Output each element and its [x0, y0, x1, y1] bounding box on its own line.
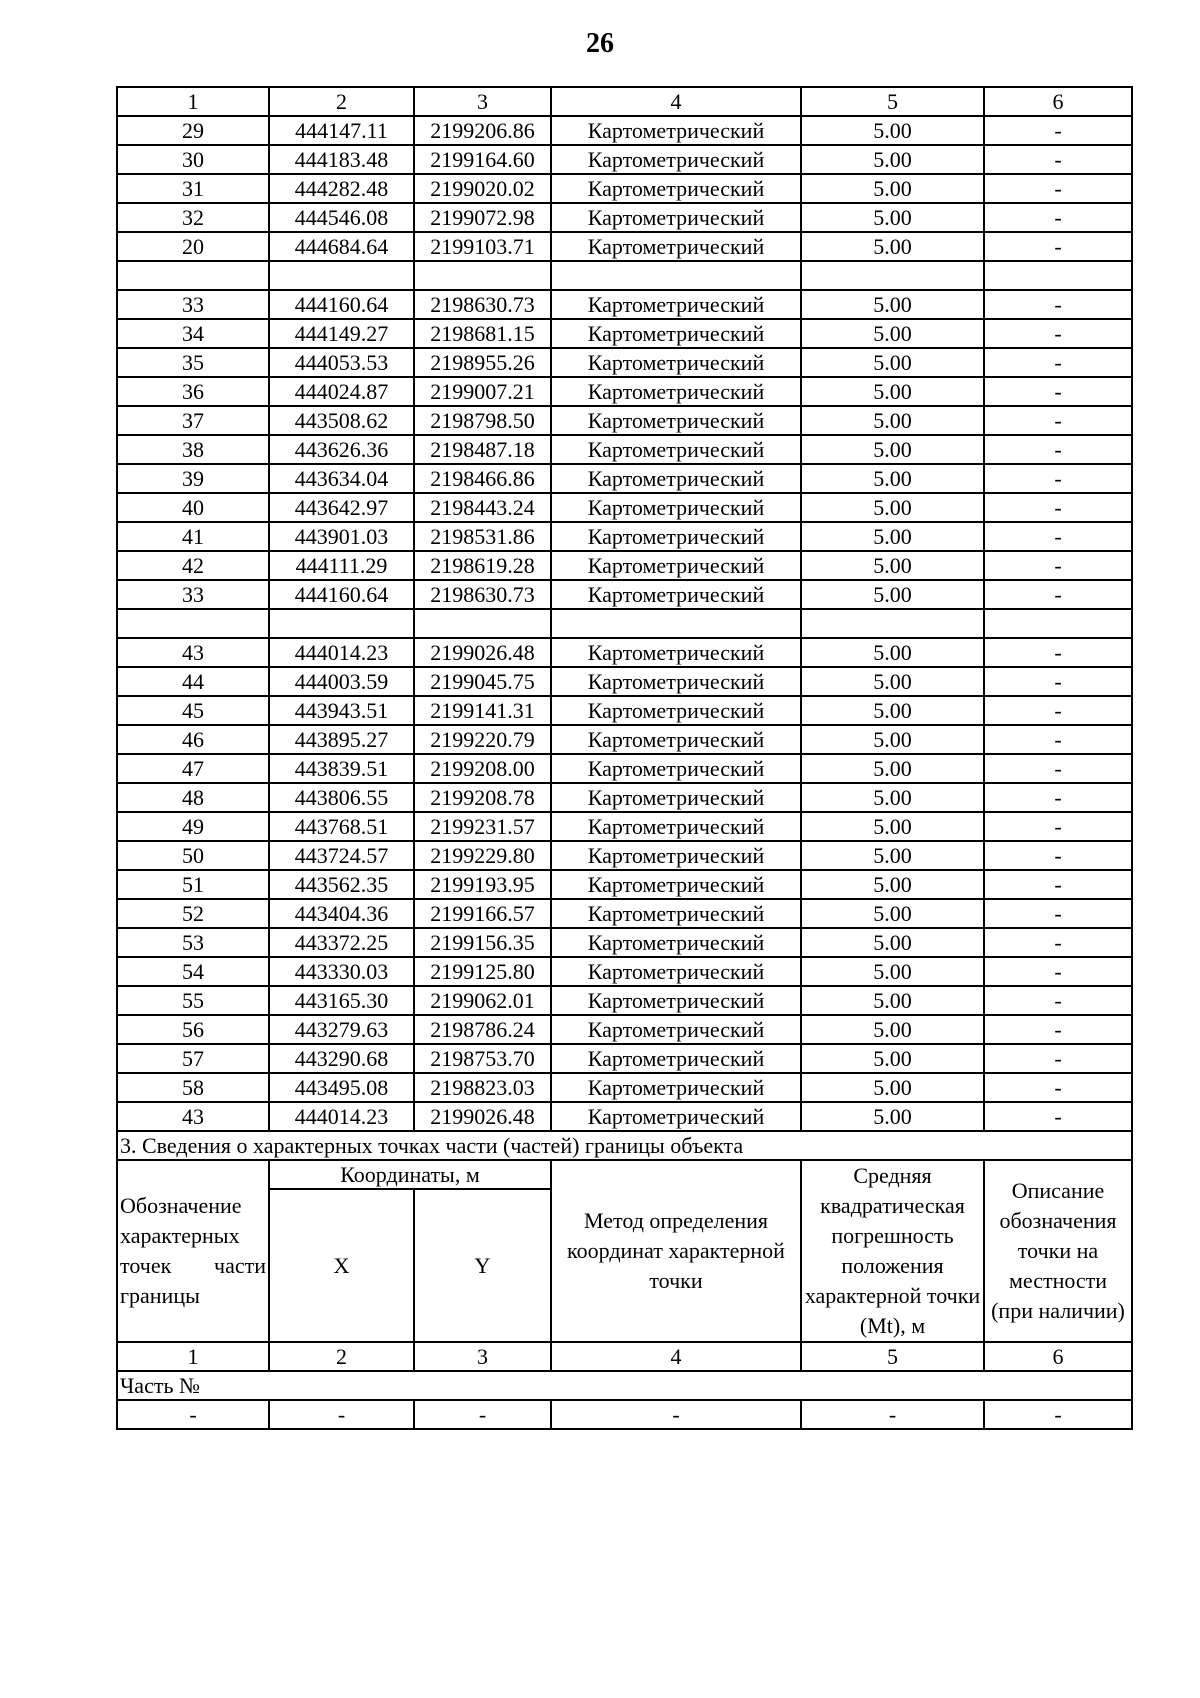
- method-cell: Картометрический: [551, 870, 801, 899]
- x-coordinate-cell: 443626.36: [269, 435, 414, 464]
- table-row: [117, 957, 1132, 986]
- y-coordinate-cell: [414, 261, 551, 290]
- error-cell: 5.00: [801, 290, 984, 319]
- description-cell: -: [984, 116, 1132, 145]
- table-row: [117, 928, 1132, 957]
- x-coordinate-cell: 443943.51: [269, 696, 414, 725]
- column-number-row: [117, 87, 1132, 116]
- method-cell: Картометрический: [551, 841, 801, 870]
- point-number-cell: [117, 261, 269, 290]
- column-number-row: [117, 1342, 1132, 1371]
- column-number-cell: 3: [414, 1342, 551, 1371]
- section-title: 3. Сведения о характерных точках части (частей) границы объекта: [117, 1131, 1132, 1160]
- method-cell: Картометрический: [551, 696, 801, 725]
- method-cell: Картометрический: [551, 232, 801, 261]
- empty-cell: -: [117, 1400, 269, 1429]
- point-number-cell: 56: [117, 1015, 269, 1044]
- description-cell: -: [984, 696, 1132, 725]
- point-number-cell: [117, 609, 269, 638]
- method-cell: [551, 609, 801, 638]
- method-cell: Картометрический: [551, 1102, 801, 1131]
- table-row: [117, 493, 1132, 522]
- description-cell: [984, 261, 1132, 290]
- point-number-cell: 42: [117, 551, 269, 580]
- x-coordinate-cell: 443290.68: [269, 1044, 414, 1073]
- y-coordinate-cell: 2199045.75: [414, 667, 551, 696]
- column-number-cell: 5: [801, 1342, 984, 1371]
- method-cell: Картометрический: [551, 783, 801, 812]
- x-header: X: [269, 1189, 414, 1342]
- description-cell: -: [984, 493, 1132, 522]
- y-coordinate-cell: 2199229.80: [414, 841, 551, 870]
- y-coordinate-cell: 2198753.70: [414, 1044, 551, 1073]
- method-cell: Картометрический: [551, 1073, 801, 1102]
- method-cell: Картометрический: [551, 580, 801, 609]
- error-cell: 5.00: [801, 493, 984, 522]
- empty-cell: -: [984, 1400, 1132, 1429]
- error-cell: [801, 261, 984, 290]
- error-cell: 5.00: [801, 638, 984, 667]
- method-cell: Картометрический: [551, 348, 801, 377]
- error-cell: 5.00: [801, 319, 984, 348]
- method-header: Метод определения координат характерной точки: [551, 1160, 801, 1342]
- x-coordinate-cell: 443839.51: [269, 754, 414, 783]
- method-cell: Картометрический: [551, 812, 801, 841]
- x-coordinate-cell: 443634.04: [269, 464, 414, 493]
- method-cell: Картометрический: [551, 464, 801, 493]
- column-number-cell: 2: [269, 1342, 414, 1371]
- y-coordinate-cell: [414, 609, 551, 638]
- error-header: Средняя квадратическая погрешность положения характерной точки (Mt), м: [801, 1160, 984, 1342]
- point-number-cell: 30: [117, 145, 269, 174]
- x-coordinate-cell: 444160.64: [269, 290, 414, 319]
- y-coordinate-cell: 2199103.71: [414, 232, 551, 261]
- column-number-cell: 4: [551, 1342, 801, 1371]
- error-cell: 5.00: [801, 928, 984, 957]
- error-cell: 5.00: [801, 116, 984, 145]
- point-number-cell: 33: [117, 580, 269, 609]
- part-label: Часть №: [117, 1371, 1132, 1400]
- table-row: [117, 1044, 1132, 1073]
- empty-cell: -: [801, 1400, 984, 1429]
- table-row: [117, 841, 1132, 870]
- table-row: [117, 696, 1132, 725]
- y-coordinate-cell: 2199208.78: [414, 783, 551, 812]
- y-coordinate-cell: 2198531.86: [414, 522, 551, 551]
- column-number-cell: 5: [801, 87, 984, 116]
- description-cell: -: [984, 580, 1132, 609]
- error-cell: 5.00: [801, 174, 984, 203]
- point-number-cell: 58: [117, 1073, 269, 1102]
- description-cell: -: [984, 464, 1132, 493]
- table-row: [117, 1015, 1132, 1044]
- point-number-cell: 40: [117, 493, 269, 522]
- y-coordinate-cell: 2198823.03: [414, 1073, 551, 1102]
- description-cell: -: [984, 725, 1132, 754]
- y-coordinate-cell: 2198681.15: [414, 319, 551, 348]
- method-cell: Картометрический: [551, 377, 801, 406]
- y-coordinate-cell: 2198955.26: [414, 348, 551, 377]
- column-number-cell: 1: [117, 87, 269, 116]
- error-cell: 5.00: [801, 348, 984, 377]
- x-coordinate-cell: 444014.23: [269, 638, 414, 667]
- method-cell: Картометрический: [551, 957, 801, 986]
- description-cell: -: [984, 348, 1132, 377]
- separator-row: [117, 609, 1132, 638]
- point-number-cell: 54: [117, 957, 269, 986]
- x-coordinate-cell: 444160.64: [269, 580, 414, 609]
- y-coordinate-cell: 2198443.24: [414, 493, 551, 522]
- y-coordinate-cell: 2198630.73: [414, 290, 551, 319]
- y-coordinate-cell: 2198619.28: [414, 551, 551, 580]
- x-coordinate-cell: 443279.63: [269, 1015, 414, 1044]
- method-cell: Картометрический: [551, 725, 801, 754]
- y-coordinate-cell: 2199125.80: [414, 957, 551, 986]
- point-number-cell: 34: [117, 319, 269, 348]
- x-coordinate-cell: [269, 609, 414, 638]
- table-row: [117, 580, 1132, 609]
- y-header: Y: [414, 1189, 551, 1342]
- x-coordinate-cell: 444684.64: [269, 232, 414, 261]
- error-cell: 5.00: [801, 725, 984, 754]
- description-cell: -: [984, 377, 1132, 406]
- y-coordinate-cell: 2198487.18: [414, 435, 551, 464]
- x-coordinate-cell: 443768.51: [269, 812, 414, 841]
- description-cell: -: [984, 870, 1132, 899]
- description-cell: -: [984, 1015, 1132, 1044]
- table-row: [117, 870, 1132, 899]
- table-row: [117, 174, 1132, 203]
- x-coordinate-cell: 443806.55: [269, 783, 414, 812]
- point-number-cell: 41: [117, 522, 269, 551]
- description-cell: -: [984, 1073, 1132, 1102]
- y-coordinate-cell: 2199007.21: [414, 377, 551, 406]
- x-coordinate-cell: 444024.87: [269, 377, 414, 406]
- description-cell: -: [984, 145, 1132, 174]
- x-coordinate-cell: 443508.62: [269, 406, 414, 435]
- method-cell: Картометрический: [551, 116, 801, 145]
- x-coordinate-cell: 443642.97: [269, 493, 414, 522]
- column-number-cell: 1: [117, 1342, 269, 1371]
- point-number-cell: 44: [117, 667, 269, 696]
- x-coordinate-cell: 443330.03: [269, 957, 414, 986]
- error-cell: 5.00: [801, 203, 984, 232]
- y-coordinate-cell: 2199026.48: [414, 1102, 551, 1131]
- error-cell: 5.00: [801, 464, 984, 493]
- description-cell: -: [984, 551, 1132, 580]
- description-cell: -: [984, 435, 1132, 464]
- error-cell: 5.00: [801, 1044, 984, 1073]
- column-number-cell: 6: [984, 87, 1132, 116]
- method-cell: Картометрический: [551, 638, 801, 667]
- y-coordinate-cell: 2199193.95: [414, 870, 551, 899]
- error-cell: 5.00: [801, 841, 984, 870]
- table-row: [117, 667, 1132, 696]
- x-coordinate-cell: 444546.08: [269, 203, 414, 232]
- x-coordinate-cell: 444014.23: [269, 1102, 414, 1131]
- point-number-cell: 45: [117, 696, 269, 725]
- description-cell: -: [984, 899, 1132, 928]
- error-cell: 5.00: [801, 783, 984, 812]
- y-coordinate-cell: 2199026.48: [414, 638, 551, 667]
- method-cell: Картометрический: [551, 290, 801, 319]
- y-coordinate-cell: 2199156.35: [414, 928, 551, 957]
- point-number-cell: 50: [117, 841, 269, 870]
- description-cell: -: [984, 203, 1132, 232]
- y-coordinate-cell: 2199164.60: [414, 145, 551, 174]
- x-coordinate-cell: 443165.30: [269, 986, 414, 1015]
- description-cell: -: [984, 957, 1132, 986]
- point-number-cell: 29: [117, 116, 269, 145]
- error-cell: 5.00: [801, 145, 984, 174]
- point-number-cell: 38: [117, 435, 269, 464]
- coordinates-header: Координаты, м: [269, 1160, 551, 1189]
- table-row: [117, 435, 1132, 464]
- y-coordinate-cell: 2199062.01: [414, 986, 551, 1015]
- error-cell: 5.00: [801, 957, 984, 986]
- table-row: [117, 986, 1132, 1015]
- description-cell: -: [984, 928, 1132, 957]
- point-number-cell: 53: [117, 928, 269, 957]
- point-number-cell: 43: [117, 1102, 269, 1131]
- error-cell: 5.00: [801, 551, 984, 580]
- table-row: [117, 1102, 1132, 1131]
- method-cell: [551, 261, 801, 290]
- point-number-cell: 57: [117, 1044, 269, 1073]
- method-cell: Картометрический: [551, 928, 801, 957]
- point-number-cell: 31: [117, 174, 269, 203]
- point-number-cell: 32: [117, 203, 269, 232]
- description-cell: -: [984, 406, 1132, 435]
- point-number-cell: 48: [117, 783, 269, 812]
- page-number: 26: [586, 28, 614, 59]
- y-coordinate-cell: 2199208.00: [414, 754, 551, 783]
- point-number-cell: 33: [117, 290, 269, 319]
- x-coordinate-cell: 444111.29: [269, 551, 414, 580]
- description-cell: -: [984, 667, 1132, 696]
- table-row: [117, 1400, 1132, 1429]
- point-number-cell: 47: [117, 754, 269, 783]
- x-coordinate-cell: 443901.03: [269, 522, 414, 551]
- table-row: [117, 899, 1132, 928]
- x-coordinate-cell: 443895.27: [269, 725, 414, 754]
- error-cell: 5.00: [801, 377, 984, 406]
- y-coordinate-cell: 2198786.24: [414, 1015, 551, 1044]
- method-cell: Картометрический: [551, 319, 801, 348]
- point-number-cell: 37: [117, 406, 269, 435]
- method-cell: Картометрический: [551, 522, 801, 551]
- description-cell: -: [984, 290, 1132, 319]
- error-cell: 5.00: [801, 870, 984, 899]
- error-cell: 5.00: [801, 754, 984, 783]
- description-cell: -: [984, 812, 1132, 841]
- y-coordinate-cell: 2199072.98: [414, 203, 551, 232]
- x-coordinate-cell: 443562.35: [269, 870, 414, 899]
- table-row: [117, 406, 1132, 435]
- table-row: [117, 551, 1132, 580]
- error-cell: 5.00: [801, 1073, 984, 1102]
- x-coordinate-cell: 444053.53: [269, 348, 414, 377]
- method-cell: Картометрический: [551, 754, 801, 783]
- table-row: [117, 116, 1132, 145]
- error-cell: 5.00: [801, 667, 984, 696]
- description-cell: -: [984, 174, 1132, 203]
- description-cell: -: [984, 1044, 1132, 1073]
- table-row: [117, 638, 1132, 667]
- error-cell: 5.00: [801, 435, 984, 464]
- error-cell: 5.00: [801, 522, 984, 551]
- point-label-header: Обозначение характерных точек части границы: [117, 1160, 269, 1342]
- description-cell: -: [984, 1102, 1132, 1131]
- table-row: [117, 348, 1132, 377]
- table-row: [117, 319, 1132, 348]
- error-cell: 5.00: [801, 899, 984, 928]
- y-coordinate-cell: 2199020.02: [414, 174, 551, 203]
- table-row: [117, 464, 1132, 493]
- point-number-cell: 51: [117, 870, 269, 899]
- column-number-cell: 4: [551, 87, 801, 116]
- description-cell: -: [984, 754, 1132, 783]
- error-cell: 5.00: [801, 812, 984, 841]
- y-coordinate-cell: 2199206.86: [414, 116, 551, 145]
- method-cell: Картометрический: [551, 1044, 801, 1073]
- method-cell: Картометрический: [551, 174, 801, 203]
- x-coordinate-cell: 443724.57: [269, 841, 414, 870]
- method-cell: Картометрический: [551, 986, 801, 1015]
- point-number-cell: 39: [117, 464, 269, 493]
- empty-cell: -: [269, 1400, 414, 1429]
- description-cell: -: [984, 319, 1132, 348]
- coordinates-table: [116, 86, 1133, 1430]
- table-row: [117, 754, 1132, 783]
- table-row: [117, 725, 1132, 754]
- table-row: [117, 522, 1132, 551]
- x-coordinate-cell: 444003.59: [269, 667, 414, 696]
- method-cell: Картометрический: [551, 667, 801, 696]
- description-cell: -: [984, 522, 1132, 551]
- table-row: [117, 232, 1132, 261]
- description-cell: -: [984, 841, 1132, 870]
- column-number-cell: 6: [984, 1342, 1132, 1371]
- error-cell: 5.00: [801, 406, 984, 435]
- x-coordinate-cell: 444282.48: [269, 174, 414, 203]
- point-number-cell: 46: [117, 725, 269, 754]
- point-number-cell: 35: [117, 348, 269, 377]
- point-number-cell: 49: [117, 812, 269, 841]
- table-row: [117, 812, 1132, 841]
- table-row: [117, 1073, 1132, 1102]
- section-header-row: [117, 1160, 1132, 1189]
- y-coordinate-cell: 2199220.79: [414, 725, 551, 754]
- y-coordinate-cell: 2199231.57: [414, 812, 551, 841]
- x-coordinate-cell: [269, 261, 414, 290]
- x-coordinate-cell: 444149.27: [269, 319, 414, 348]
- point-number-cell: 20: [117, 232, 269, 261]
- y-coordinate-cell: 2198630.73: [414, 580, 551, 609]
- x-coordinate-cell: 443495.08: [269, 1073, 414, 1102]
- y-coordinate-cell: 2198798.50: [414, 406, 551, 435]
- description-cell: -: [984, 232, 1132, 261]
- point-number-cell: 52: [117, 899, 269, 928]
- method-cell: Картометрический: [551, 551, 801, 580]
- point-number-cell: 55: [117, 986, 269, 1015]
- error-cell: 5.00: [801, 232, 984, 261]
- y-coordinate-cell: 2198466.86: [414, 464, 551, 493]
- description-cell: -: [984, 783, 1132, 812]
- error-cell: 5.00: [801, 580, 984, 609]
- table-row: [117, 203, 1132, 232]
- table-row: [117, 377, 1132, 406]
- description-cell: -: [984, 986, 1132, 1015]
- point-number-cell: 43: [117, 638, 269, 667]
- error-cell: [801, 609, 984, 638]
- part-row: [117, 1371, 1132, 1400]
- x-coordinate-cell: 444183.48: [269, 145, 414, 174]
- column-number-cell: 3: [414, 87, 551, 116]
- method-cell: Картометрический: [551, 493, 801, 522]
- error-cell: 5.00: [801, 696, 984, 725]
- method-cell: Картометрический: [551, 435, 801, 464]
- section-title-row: [117, 1131, 1132, 1160]
- x-coordinate-cell: 444147.11: [269, 116, 414, 145]
- error-cell: 5.00: [801, 1015, 984, 1044]
- error-cell: 5.00: [801, 986, 984, 1015]
- method-cell: Картометрический: [551, 406, 801, 435]
- point-number-cell: 36: [117, 377, 269, 406]
- description-header: Описание обозначения точки на местности (при наличии): [984, 1160, 1132, 1342]
- empty-cell: -: [414, 1400, 551, 1429]
- x-coordinate-cell: 443404.36: [269, 899, 414, 928]
- method-cell: Картометрический: [551, 899, 801, 928]
- empty-cell: -: [551, 1400, 801, 1429]
- description-cell: [984, 609, 1132, 638]
- description-cell: -: [984, 638, 1132, 667]
- table-row: [117, 783, 1132, 812]
- table-row: [117, 145, 1132, 174]
- y-coordinate-cell: 2199141.31: [414, 696, 551, 725]
- error-cell: 5.00: [801, 1102, 984, 1131]
- x-coordinate-cell: 443372.25: [269, 928, 414, 957]
- method-cell: Картометрический: [551, 203, 801, 232]
- y-coordinate-cell: 2199166.57: [414, 899, 551, 928]
- method-cell: Картометрический: [551, 145, 801, 174]
- column-number-cell: 2: [269, 87, 414, 116]
- method-cell: Картометрический: [551, 1015, 801, 1044]
- table-row: [117, 290, 1132, 319]
- separator-row: [117, 261, 1132, 290]
